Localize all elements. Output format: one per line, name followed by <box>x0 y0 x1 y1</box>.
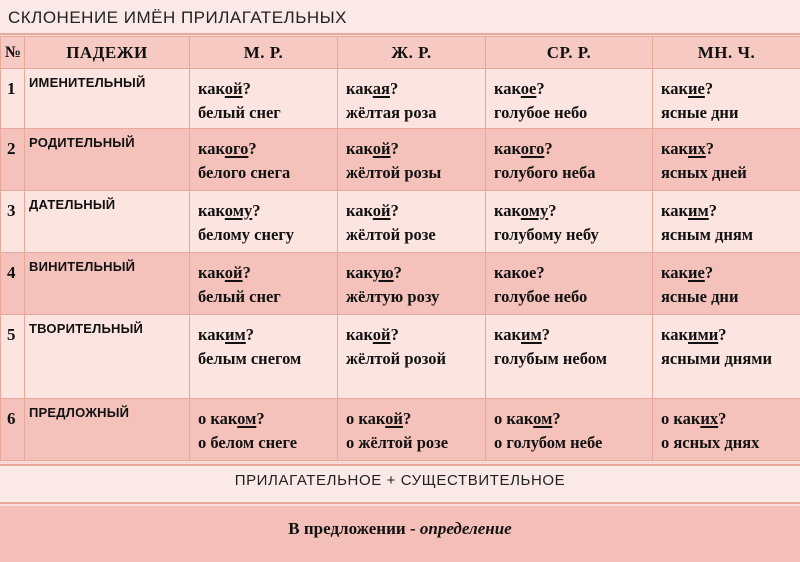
question-stem: как <box>346 263 373 282</box>
question-mark: ? <box>552 409 561 428</box>
row-number: 6 <box>1 399 25 461</box>
question-word <box>661 407 796 431</box>
question-word <box>661 199 796 223</box>
cell-neuter <box>486 129 653 191</box>
question-mark: ? <box>242 263 251 282</box>
cell-plural <box>653 69 800 129</box>
header-cases: ПАДЕЖИ <box>25 37 190 69</box>
example-phrase: белого снега <box>198 163 291 182</box>
question-stem: как <box>494 79 521 98</box>
cell-plural <box>653 253 800 315</box>
question-mark: ? <box>541 325 551 344</box>
question-mark: ? <box>548 201 557 220</box>
question-ending: ой <box>372 201 391 220</box>
question-ending: ом <box>533 409 553 428</box>
question-mark: ? <box>536 79 545 98</box>
question-word <box>661 137 796 161</box>
cell-masculine <box>190 315 338 399</box>
example-phrase: белый снег <box>198 103 281 122</box>
question-stem: как <box>661 139 689 158</box>
cell-feminine <box>338 129 486 191</box>
question-word <box>198 407 333 431</box>
table-row <box>1 191 800 253</box>
cell-feminine <box>338 191 486 253</box>
question-word <box>198 77 333 101</box>
cell-feminine <box>338 315 486 399</box>
example-phrase: голубого неба <box>494 163 596 182</box>
question-ending: ому <box>520 201 549 220</box>
question-word <box>494 137 648 161</box>
question-stem: как <box>198 79 225 98</box>
question-mark: ? <box>390 139 399 158</box>
question-ending: ого <box>520 139 545 158</box>
question-word <box>346 77 481 101</box>
question-mark: ? <box>256 409 265 428</box>
cell-feminine <box>338 69 486 129</box>
question-ending: их <box>688 139 706 158</box>
example-phrase: ясных дней <box>661 163 747 182</box>
question-ending: ой <box>385 409 403 428</box>
example-phrase: о голубом небе <box>494 433 603 452</box>
example-phrase: ясными днями <box>661 349 773 368</box>
question-mark: ? <box>248 139 257 158</box>
question-stem: как <box>198 263 225 282</box>
question-mark: ? <box>242 79 251 98</box>
example-phrase: ясные дни <box>661 287 739 306</box>
question-stem: как <box>661 79 689 98</box>
question-word <box>346 199 481 223</box>
question-stem: какое? <box>494 263 545 282</box>
row-number: 1 <box>1 69 25 129</box>
example-phrase: голубое небо <box>494 103 588 122</box>
example-phrase: жёлтой розе <box>346 225 436 244</box>
cell-plural <box>653 129 800 191</box>
example-phrase: белым снегом <box>198 349 302 368</box>
question-mark: ? <box>390 201 399 220</box>
question-stem: как <box>198 325 226 344</box>
question-stem: как <box>661 201 689 220</box>
question-ending: им <box>521 325 542 344</box>
question-mark: ? <box>402 409 412 428</box>
cell-plural <box>653 399 800 461</box>
question-mark: ? <box>245 325 255 344</box>
question-ending: ом <box>237 409 257 428</box>
table-row <box>1 253 800 315</box>
example-phrase: жёлтой розы <box>346 163 442 182</box>
question-stem: о как <box>198 409 238 428</box>
question-mark: ? <box>704 79 714 98</box>
question-stem: о как <box>346 409 386 428</box>
example-phrase: о белом снеге <box>198 433 298 452</box>
example-phrase: голубому небу <box>494 225 599 244</box>
question-ending: ие <box>688 263 705 282</box>
question-ending: им <box>225 325 246 344</box>
example-phrase: белый снег <box>198 287 281 306</box>
case-name: ВИНИТЕЛЬНЫЙ <box>25 253 190 315</box>
header-feminine: Ж. Р. <box>338 37 486 69</box>
cell-masculine <box>190 253 338 315</box>
question-mark: ? <box>390 325 399 344</box>
question-word <box>198 199 333 223</box>
question-stem: как <box>661 263 689 282</box>
example-phrase: голубое небо <box>494 287 588 306</box>
row-number: 4 <box>1 253 25 315</box>
table-row <box>1 315 800 399</box>
sentence-role-term: определение <box>419 519 512 538</box>
cell-feminine <box>338 253 486 315</box>
question-word <box>346 323 481 347</box>
example-phrase: жёлтой розой <box>346 349 447 368</box>
question-word <box>494 199 648 223</box>
question-word <box>661 323 796 347</box>
header-plural: МН. Ч. <box>653 37 800 69</box>
question-word <box>494 407 648 431</box>
case-name: ПРЕДЛОЖНЫЙ <box>25 399 190 461</box>
question-word <box>661 261 796 285</box>
row-number: 2 <box>1 129 25 191</box>
question-word <box>346 261 481 285</box>
question-mark: ? <box>705 139 715 158</box>
question-word <box>494 77 648 101</box>
sentence-role-prefix: В предложении - <box>288 519 420 538</box>
question-ending: ой <box>372 139 391 158</box>
question-ending: их <box>700 409 719 428</box>
question-word <box>494 323 648 347</box>
question-mark: ? <box>389 79 399 98</box>
example-phrase: ясные дни <box>661 103 739 122</box>
question-stem: как <box>198 139 225 158</box>
question-ending: ой <box>372 325 391 344</box>
question-word <box>198 137 333 161</box>
question-word <box>198 323 333 347</box>
declension-table <box>0 36 800 461</box>
question-mark: ? <box>544 139 553 158</box>
case-name: ТВОРИТЕЛЬНЫЙ <box>25 315 190 399</box>
question-word <box>494 261 648 285</box>
question-mark: ? <box>704 263 714 282</box>
question-stem: как <box>661 325 689 344</box>
sentence-role-note <box>0 506 800 562</box>
question-ending: ая <box>372 79 390 98</box>
header-masculine: М. Р. <box>190 37 338 69</box>
question-word <box>346 137 481 161</box>
question-stem: как <box>346 201 373 220</box>
question-word <box>346 407 481 431</box>
table-row <box>1 399 800 461</box>
case-name: ИМЕНИТЕЛЬНЫЙ <box>25 69 190 129</box>
question-word <box>661 77 796 101</box>
header-neuter: СР. Р. <box>486 37 653 69</box>
question-ending: ой <box>224 79 243 98</box>
example-phrase: жёлтая роза <box>346 103 437 122</box>
question-ending: им <box>688 201 709 220</box>
question-stem: как <box>494 325 522 344</box>
question-word <box>198 261 333 285</box>
question-ending: ой <box>224 263 243 282</box>
question-stem: о как <box>494 409 534 428</box>
cell-plural <box>653 191 800 253</box>
row-number: 5 <box>1 315 25 399</box>
question-stem: как <box>198 201 225 220</box>
cell-neuter <box>486 253 653 315</box>
example-phrase: голубым небом <box>494 349 607 368</box>
example-phrase: о жёлтой розе <box>346 433 449 452</box>
question-mark: ? <box>252 201 261 220</box>
question-stem: как <box>346 79 373 98</box>
cell-feminine <box>338 399 486 461</box>
question-ending: ими <box>688 325 719 344</box>
header-number: № <box>1 37 25 69</box>
case-name: РОДИТЕЛЬНЫЙ <box>25 129 190 191</box>
question-stem: о как <box>661 409 701 428</box>
table-header-row <box>1 37 800 69</box>
cell-masculine <box>190 69 338 129</box>
table-row <box>1 69 800 129</box>
question-ending: ую <box>372 263 394 282</box>
cell-neuter <box>486 191 653 253</box>
example-phrase: жёлтую розу <box>346 287 440 306</box>
cell-neuter <box>486 69 653 129</box>
question-ending: ому <box>224 201 253 220</box>
question-mark: ? <box>718 325 727 344</box>
formula-note: ПРИЛАГАТЕЛЬНОЕ + СУЩЕСТВИТЕЛЬНОЕ <box>0 464 800 504</box>
example-phrase: ясным дням <box>661 225 754 244</box>
case-name: ДАТЕЛЬНЫЙ <box>25 191 190 253</box>
example-phrase: белому снегу <box>198 225 295 244</box>
question-stem: как <box>494 139 521 158</box>
question-ending: ое <box>520 79 537 98</box>
question-stem: как <box>346 139 373 158</box>
example-phrase: о ясных днях <box>661 433 760 452</box>
cell-masculine <box>190 129 338 191</box>
cell-neuter <box>486 315 653 399</box>
cell-masculine <box>190 191 338 253</box>
page-title: СКЛОНЕНИЕ ИМЁН ПРИЛАГАТЕЛЬНЫХ <box>0 0 800 35</box>
cell-masculine <box>190 399 338 461</box>
question-stem: как <box>346 325 373 344</box>
question-ending: ого <box>224 139 249 158</box>
question-stem: как <box>494 201 521 220</box>
question-mark: ? <box>393 263 402 282</box>
table-row <box>1 129 800 191</box>
question-mark: ? <box>718 409 727 428</box>
question-mark: ? <box>708 201 718 220</box>
cell-plural <box>653 315 800 399</box>
question-ending: ие <box>688 79 705 98</box>
row-number: 3 <box>1 191 25 253</box>
cell-neuter <box>486 399 653 461</box>
